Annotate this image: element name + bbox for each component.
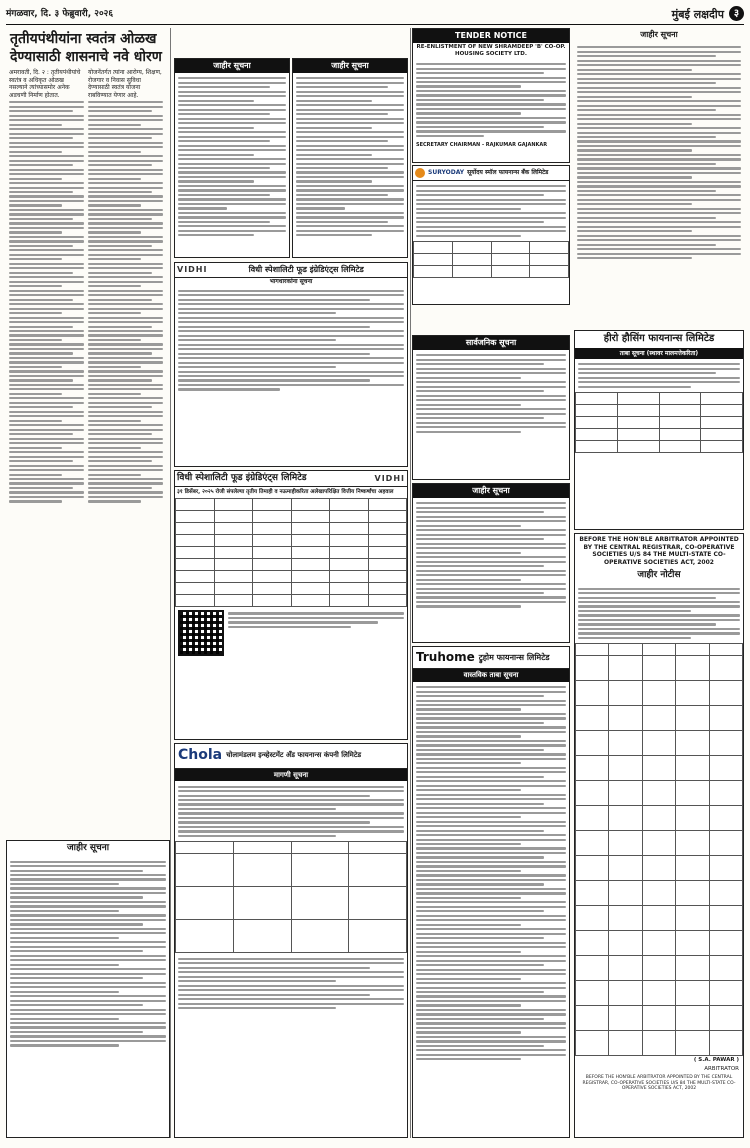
public-notice-small-1 — [174, 58, 290, 258]
qr-code-icon — [178, 610, 224, 656]
suryoday-brand: SURYODAY — [428, 169, 465, 177]
vidhi-logo: VIDHI — [177, 265, 208, 274]
notice-title: जाहीर सूचना — [413, 484, 569, 498]
public-notice-center — [412, 335, 570, 480]
vidhi-results-title: विधी स्पेशालिटी फूड इंग्रेडिएंट्स लिमिटेड — [177, 473, 307, 483]
hero-title: हीरो हौसिंग फायनान्स लिमिटेड — [603, 333, 715, 344]
hero-subtitle: ताबा सूचना (स्थावर मालमत्तेकरिता) — [575, 348, 743, 360]
hero-housing-notice — [574, 330, 744, 530]
truhome-logo: Truhome — [416, 650, 475, 664]
arbitrator-footer: BEFORE THE HON'BLE ARBITRATOR APPOINTED BY THE CENTRAL REGISTRAR, CO-OPERATIVE SOCIETIES U/S 84 THE MULTI-STATE CO-OPERATIVE SOCIETIES ACT, 2002 — [582, 1075, 736, 1092]
truhome-subtitle: वास्तविक ताबा सूचना — [413, 669, 569, 682]
suryoday-table — [413, 241, 569, 278]
tender-title: TENDER NOTICE — [413, 29, 569, 43]
arbitrator-table — [575, 643, 743, 1056]
chola-logo: Chola — [178, 747, 223, 763]
arbitrator-title: BEFORE THE HON'BLE ARBITRATOR APPOINTED BY THE CENTRAL REGISTRAR, CO-OPERATIVE SOCIETIES U/S 84 THE MULTI-STATE CO-OPERATIVE SOCIETIES ACT, 2002 — [579, 536, 739, 566]
notice-title: जाहीर सूचना — [293, 59, 407, 73]
vidhi-title: विधी स्पेशालिटी फूड इंग्रेडिएंट्स लिमिटेड — [248, 265, 364, 274]
arbitrator-signature: ( S.A. PAWAR ) — [693, 1057, 739, 1064]
suryoday-notice — [412, 165, 570, 305]
notice-title: जाहीर सूचना — [175, 59, 289, 73]
chola-subtitle: मागणी सूचना — [175, 769, 407, 782]
column-rule — [170, 28, 171, 1138]
public-notice-small-2 — [292, 58, 408, 258]
notice-title: सार्वजनिक सूचना — [413, 336, 569, 350]
editorial-article — [6, 28, 166, 618]
vidhi-results-subtitle: ३१ डिसेंबर, २०२५ रोजी संपलेल्या तृतीय तिमाही व नऊमाहीकरिता अलेखापरिक्षित वित्तीय निष्कर्षांचा अहवाल — [177, 489, 394, 496]
tender-notice — [412, 28, 570, 163]
arbitrator-notice — [574, 533, 744, 1138]
paper-name: मुंबई लक्षदीप — [671, 8, 724, 21]
notice-title: जाहीर सूचना — [66, 843, 110, 853]
vidhi-logo: VIDHI — [374, 473, 405, 483]
article-col2-lead: योजनेंतर्गत त्यांना आरोग्य, शिक्षण, रोजगार व निवास सुविधा देण्यासाठी स्वतंत्र योजना राबविण्यात येणार आहे. — [88, 69, 162, 99]
suryoday-title: सूर्योदय स्मॉल फायनान्स बँक लिमिटेड — [467, 169, 549, 177]
dateline: मंगळवार, दि. ३ फेब्रुवारी, २०२६ — [6, 9, 114, 19]
hero-table — [575, 392, 743, 453]
tender-subtitle: RE-ENLISTMENT OF NEW SHRAMDEEP 'B' CO-OP. HOUSING SOCIETY LTD. — [416, 44, 566, 57]
chola-table — [175, 841, 407, 953]
column-rule — [410, 28, 411, 1138]
tender-footer: SECRETARY CHAIRMAN - RAJKUMAR GAJANKAR — [416, 142, 548, 149]
article-headline: तृतीयपंथीयांना स्वतंत्र ओळख देण्यासाठी शासनाचे नवे धोरण — [10, 31, 162, 65]
sun-icon — [415, 168, 425, 178]
chola-title: चोलामंडलम इन्व्हेस्टमेंट ॲंड फायनान्स कंपनी लिमिटेड — [226, 751, 362, 760]
truhome-title: ट्रुहोम फायनान्स लिमिटेड — [478, 652, 550, 662]
right-notice-top — [574, 28, 744, 328]
page-number-badge: ३ — [729, 6, 744, 21]
arbitrator-role: ARBITRATOR — [704, 1066, 739, 1073]
vidhi-subtitle: भागधारकांना सूचना — [269, 278, 313, 285]
truhome-notice — [412, 646, 570, 1138]
vidhi-results-table — [175, 498, 407, 607]
vidhi-shareholder-notice — [174, 262, 408, 467]
article-col1-lead: अमरावती, दि. २ : तृतीयपंथीयांचे स्वतंत्र व अधिकृत ओळख नसल्याने त्यांच्यासमोर अनेक अडचणी निर्माण होतात. — [9, 69, 81, 99]
public-notice-center-2 — [412, 483, 570, 643]
notice-title: जाहीर सूचना — [640, 30, 678, 39]
chola-notice — [174, 743, 408, 1138]
masthead — [6, 6, 744, 25]
vidhi-results-notice — [174, 470, 408, 740]
arbitrator-subtitle: जाहीर नोटीस — [637, 570, 681, 580]
bottom-left-notice — [6, 840, 170, 1138]
